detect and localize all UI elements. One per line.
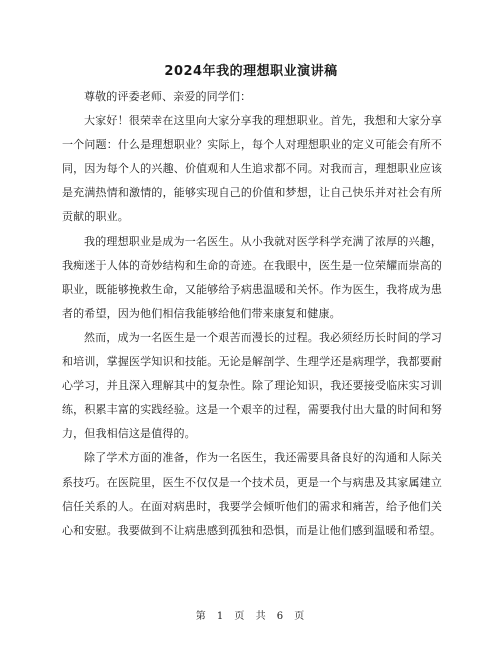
document-body [62, 85, 442, 543]
paragraph: 大家好！很荣幸在这里向大家分享我的理想职业。首先，我想和大家分享一个问题：什么是理想职业？实际上，每个人对理想职业的定义可能会有所不同，因为每个人的兴趣、价值观和人生追求都不同。对我而言，理想职业应该是充满热情和激情的，能够实现自己的价值和梦想，让自己快乐并对社会有所贡献的职业。 [62, 114, 442, 224]
paragraph: 然而，成为一名医生是一个艰苦而漫长的过程。我必须经历长时间的学习和培训，掌握医学知识和技能。无论是解剖学、生理学还是病理学，我都要耐心学习，并且深入理解其中的复杂性。除了理论知识，我还要接受临床实习训练，积累丰富的实践经验。这是一个艰辛的过程，需要我付出大量的时间和努力，但我相信这是值得的。 [62, 330, 442, 441]
paragraph: 除了学术方面的准备，作为一名医生，我还需要具备良好的沟通和人际关系技巧。在医院里，医生不仅仅是一个技术员，更是一个与病患及其家属建立信任关系的人。在面对病患时，我要学会倾听他们的需求和痛苦，给予他们关心和安慰。我要做到不让病患感到孤独和恐惧，而是让他们感到温暖和希望。 [62, 451, 442, 537]
document-title: 2024年我的理想职业演讲稿 [164, 64, 338, 79]
paragraph: 我的理想职业是成为一名医生。从小我就对医学科学充满了浓厚的兴趣，我痴迷于人体的奇妙结构和生命的奇迹。在我眼中，医生是一位荣耀而崇高的职业，既能够挽救生命，又能够给予病患温暖和关怀。作为医生，我将成为患者的希望，因为他们相信我能够给他们带来康复和健康。 [62, 234, 442, 320]
salutation: 尊敬的评委老师、亲爱的同学们： [84, 90, 252, 103]
page-number-footer: 第 1 页 共 6 页 [195, 611, 307, 622]
